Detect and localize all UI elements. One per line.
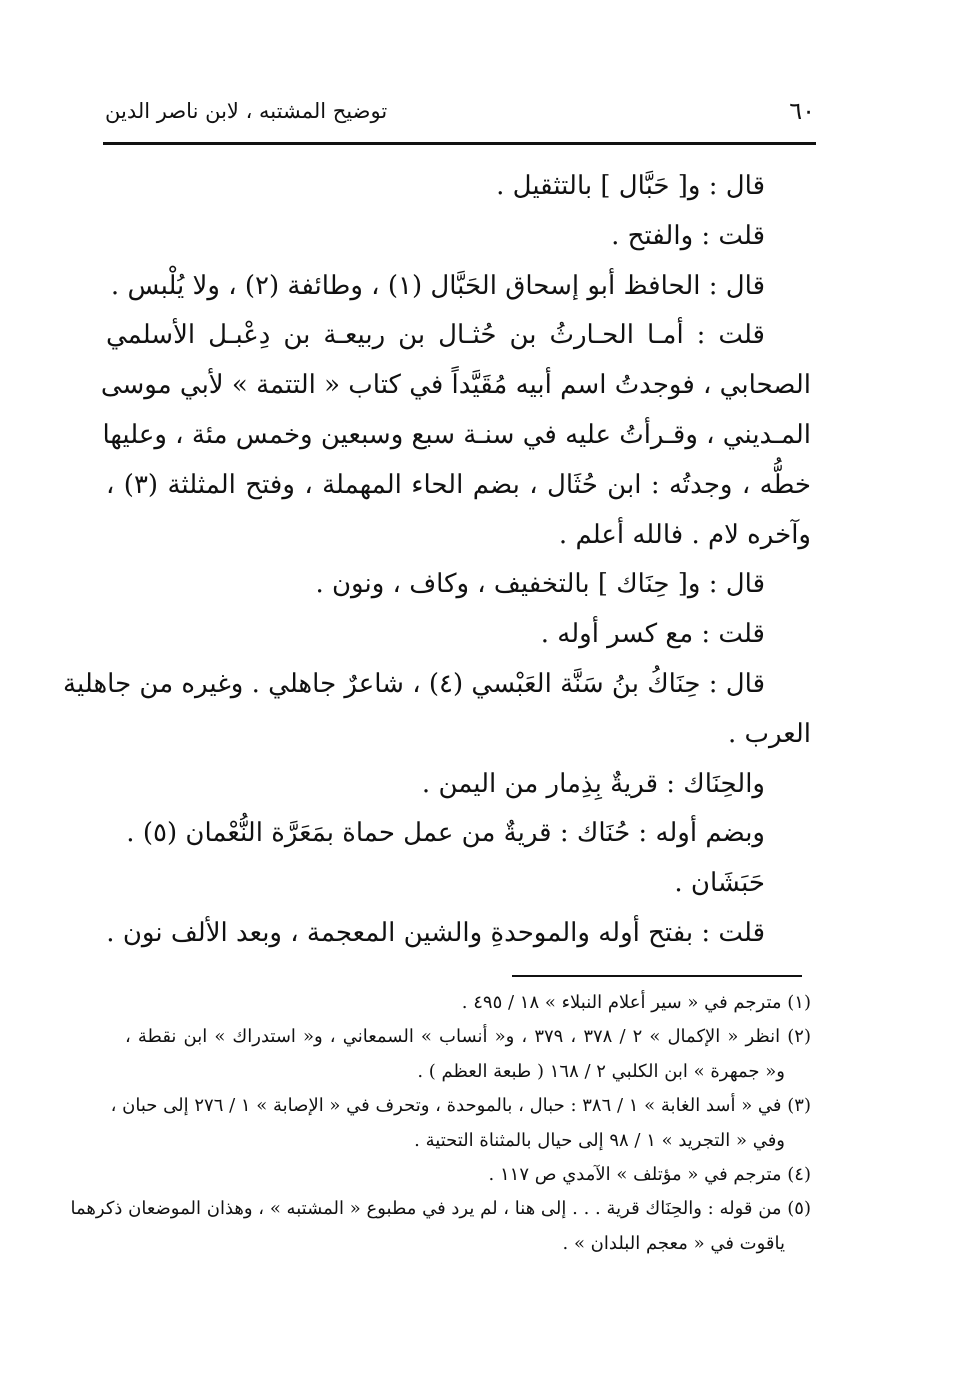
text-line: قلت : أمـا الحـارثُ بن حُثـال بن ربيعـة بن دِعْبـل الأسلمي	[106, 320, 765, 351]
text-line: قلت : بفتح أوله والموحدةِ والشين المعجمة ، وبعد الألف نون .	[106, 917, 765, 948]
text-line: قال : و[ حَبَّال ] بالتثقيل .	[496, 171, 765, 201]
text-line: الصحابي ، فوجدتُ اسم أبيه مُقَيَّداً في كتاب « التتمة » لأبي موسى	[100, 370, 811, 401]
footnote: (٢) انظر « الإكمال » ٢ / ٣٧٨ ، ٣٧٩ ، و« أنساب » السمعاني ، و« استدراك » ابن نقطة ،	[125, 1026, 811, 1048]
text-line: قلت : والفتح .	[611, 220, 765, 251]
text-line: خطُّه ، وجدتُه : ابن حُثَال ، بضم الحاء المهملة ، وفتح المثلثة (٣) ،	[106, 469, 811, 500]
text-line: المـديني ، وقـرأتُ عليه في سنـة سبع وسبعين وخمس مئة ، وعليها	[102, 419, 811, 450]
page-number: ٦٠	[789, 97, 815, 125]
page-header	[105, 95, 815, 135]
running-title: توضيح المشتبه ، لابن ناصر الدين	[105, 99, 388, 123]
main-text	[63, 162, 811, 959]
footnote: (٥) من قوله : والحِنَاك قرية . . . إلى هنا ، لم يرد في مطبوع « المشتبه » ، وهذان الموضعان ذكرهما	[70, 1198, 811, 1220]
text-line: قال : و[ حِنَاك ] بالتخفيف ، وكاف ، ونون .	[315, 569, 765, 600]
text-line: قال : الحافظ أبو إسحاق الحَبَّال (١) ، وطائفة (٢) ، ولا يُلْبس .	[110, 270, 765, 301]
footnotes	[70, 986, 811, 1261]
footnote-continuation: ياقوت في « معجم البلدان » .	[562, 1232, 785, 1254]
footnote: (١) مترجم في « سير أعلام النبلاء » ١٨ / ٤٩٥ .	[461, 992, 811, 1013]
text-line: قلت : مع كسر أوله .	[540, 619, 765, 650]
footnote-continuation: وفي « التجريد » ١ / ٩٨ إلى حيال بالمثناة التحتية .	[414, 1129, 785, 1151]
footnote-continuation: و« جمهرة » ابن الكلبي ٢ / ١٦٨ ( طبعة العظم ) .	[417, 1060, 785, 1082]
footnote: (٣) في « أسد الغابة » ١ / ٣٨٦ : حبال ، بالموحدة ، وتحرف في « الإصابة » ١ / ٢٧٦ إلى حبان ،	[110, 1095, 811, 1117]
text-line: وآخره لام . فالله أعلم .	[558, 519, 811, 550]
footnote: (٤) مترجم في « مؤتلف » الآمدي ص ١١٧ .	[488, 1163, 811, 1185]
text-line: وبضم أوله : حُنَاك : قريةٌ من عمل حماة بمَعَرَّة النُّعْمان (٥) .	[126, 818, 765, 849]
entry-heading: حَبَشَان .	[674, 868, 765, 899]
footnote-divider	[512, 975, 802, 977]
text-line: والحِنَاك : قريةٌ بِذِمار من اليمن .	[421, 768, 765, 799]
text-line: العرب .	[727, 718, 811, 749]
text-line: قال : حِنَاكُ بنُ سَنَّة العَبْسي (٤) ، شاعرٌ جاهلي . وغيره من جاهلية	[63, 668, 765, 699]
header-divider	[103, 142, 816, 145]
